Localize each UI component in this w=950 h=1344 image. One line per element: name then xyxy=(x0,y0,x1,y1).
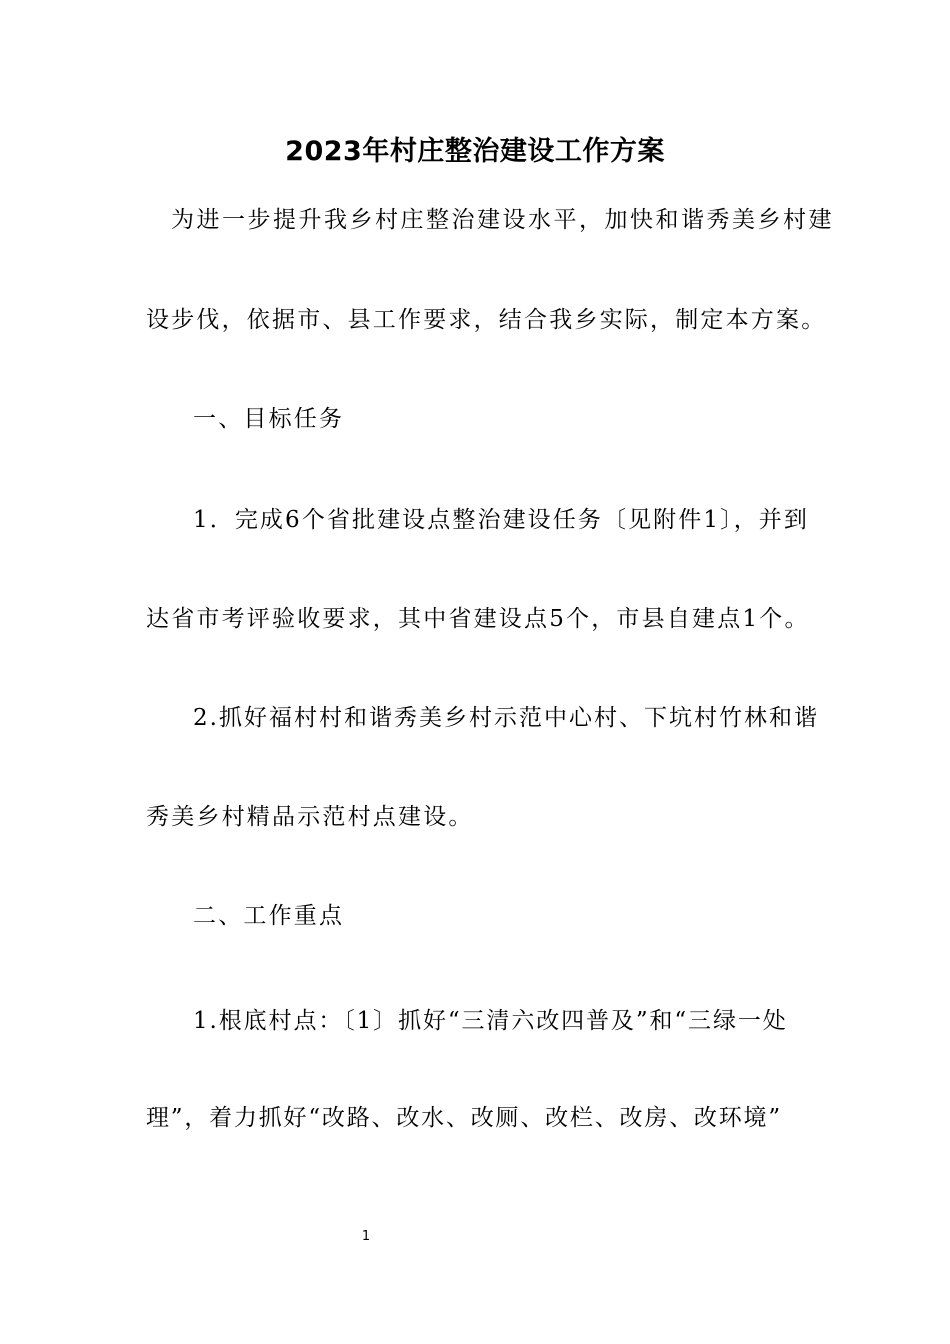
body-line-focus-1b: 理”，着力抓好“改路、改水、改厕、改栏、改房、改环境” xyxy=(146,1105,782,1131)
body-line-goal-1a: 1．完成6个省批建设点整治建设任务〔见附件1〕，并到 xyxy=(193,507,809,533)
body-line-goal-2b: 秀美乡村精品示范村点建设。 xyxy=(146,804,474,830)
body-line-intro-1: 为进一步提升我乡村庄整治建设水平，加快和谐秀美乡村建 xyxy=(171,207,834,233)
body-line-goal-2a: 2.抓好福村村和谐秀美乡村示范中心村、下坑村竹林和谐 xyxy=(193,705,819,731)
body-line-intro-2: 设步伐，依据市、县工作要求，结合我乡实际，制定本方案。 xyxy=(146,307,827,333)
section-heading-focus: 二、工作重点 xyxy=(193,903,345,929)
page-number: 1 xyxy=(361,1229,371,1244)
section-heading-goals: 一、目标任务 xyxy=(193,406,345,432)
document-title: 2023年村庄整治建设工作方案 xyxy=(285,136,665,167)
body-line-goal-1b: 达省市考评验收要求，其中省建设点5个，市县自建点1个。 xyxy=(146,606,810,632)
body-line-focus-1a: 1.根底村点：〔1〕抓好“三清六改四普及”和“三绿一处 xyxy=(193,1008,788,1034)
